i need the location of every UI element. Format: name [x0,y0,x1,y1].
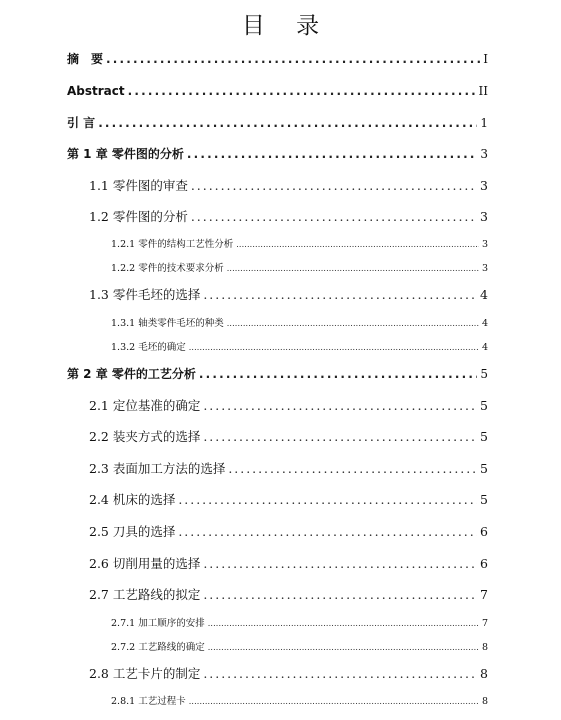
dot-leader [208,643,479,652]
toc-entry-section-1-3[interactable] [89,285,488,303]
toc-entry-label: 2.2 装夹方式的选择 [89,429,201,444]
toc-entry-section-2-7-1[interactable] [111,615,488,629]
dot-leader [178,492,477,507]
toc-entry-section-2-8[interactable] [89,664,488,682]
toc-entry-page: 3 [480,147,488,161]
dot-leader [199,367,477,381]
page-title: 目 录 [241,13,332,39]
dot-leader [227,264,479,273]
toc-entry-label: 2.7.1 加工顺序的安排 [111,618,205,629]
toc-entry-page: 8 [481,642,488,653]
toc-entry-section-2-7-2[interactable] [111,639,488,653]
toc-entry-section-2-4[interactable] [89,490,488,508]
toc-entry-page: 5 [480,461,488,476]
toc-entry-page: 3 [481,239,488,250]
toc-entry-label: 引 言 [67,116,96,130]
toc-entry-page: 3 [481,263,488,274]
toc-entry-label: 第 1 章 零件图的分析 [67,147,184,161]
dot-leader [98,116,477,130]
toc-entry-section-2-6[interactable] [89,554,488,572]
toc-entry-label: 1.3 零件毛坯的选择 [89,287,201,302]
toc-entry-introduction[interactable] [67,114,488,131]
toc-entry-page: 7 [481,618,488,629]
dot-leader [203,666,477,681]
dot-leader [203,587,477,602]
dot-leader [203,287,477,302]
toc-entry-section-1-2[interactable] [89,207,488,225]
toc-entry-label: 2.5 刀具的选择 [89,524,176,539]
toc-entry-page: I [483,52,488,66]
dot-leader [203,556,477,571]
toc-entry-label: 1.3.2 毛坯的确定 [111,342,186,353]
toc-entry-page: 6 [480,556,488,571]
toc-entry-label: 2.4 机床的选择 [89,492,176,507]
toc-entry-chapter-1[interactable] [67,145,488,162]
toc-entry-abstract-cn[interactable] [67,50,488,67]
dot-leader [203,429,477,444]
toc-entry-section-2-3[interactable] [89,459,488,477]
toc-entry-page: 5 [480,398,488,413]
toc-entry-chapter-2[interactable] [67,365,488,382]
dot-leader [236,240,479,249]
dot-leader [178,524,477,539]
toc-entry-section-2-8-1[interactable] [111,693,488,707]
toc-entry-page: 8 [480,666,488,681]
toc-entry-label: 1.3.1 轴类零件毛坯的种类 [111,318,224,329]
toc-entry-section-1-3-2[interactable] [111,339,488,353]
toc-entry-page: II [478,84,488,98]
toc-entry-label: 摘 要 [67,52,104,66]
toc-entry-page: 7 [480,587,488,602]
dot-leader [208,619,479,628]
dot-leader [106,52,480,66]
toc-entry-page: 3 [480,209,488,224]
toc-entry-section-1-2-1[interactable] [111,236,488,250]
toc-entry-page: 8 [481,696,488,707]
toc-entry-label: 2.7.2 工艺路线的确定 [111,642,205,653]
dot-leader [187,147,477,161]
dot-leader [191,178,477,193]
toc-entry-label: 2.8 工艺卡片的制定 [89,666,201,681]
toc-entry-section-1-3-1[interactable] [111,315,488,329]
toc-entry-page: 4 [480,287,488,302]
toc-entry-label: 1.2 零件图的分析 [89,209,188,224]
toc-entry-page: 6 [480,524,488,539]
toc-entry-abstract-en[interactable] [67,84,488,98]
toc-entry-section-1-2-2[interactable] [111,260,488,274]
toc-entry-page: 1 [480,116,488,130]
toc-entry-section-1-1[interactable] [89,176,488,194]
toc-entry-label: 2.8.1 工艺过程卡 [111,696,186,707]
toc-entry-label: 1.2.2 零件的技术要求分析 [111,263,224,274]
toc-entry-page: 5 [480,492,488,507]
toc-entry-label: 2.1 定位基准的确定 [89,398,201,413]
toc-entry-label: 第 2 章 零件的工艺分析 [67,367,196,381]
toc-entry-page: 4 [481,318,488,329]
toc-entry-section-2-2[interactable] [89,427,488,445]
dot-leader [189,697,479,706]
dot-leader [228,461,477,476]
toc-entry-section-2-5[interactable] [89,522,488,540]
dot-leader [189,343,479,352]
dot-leader [128,84,476,98]
dot-leader [227,319,479,328]
toc-entry-page: 4 [481,342,488,353]
toc-entry-section-2-1[interactable] [89,396,488,414]
toc-entry-page: 5 [480,429,488,444]
toc-entry-label: 2.6 切削用量的选择 [89,556,201,571]
toc-entry-section-2-7[interactable] [89,585,488,603]
toc-entry-label: 2.7 工艺路线的拟定 [89,587,201,602]
toc-entry-label: Abstract [67,84,125,98]
toc-entry-page: 5 [480,367,488,381]
toc-entry-label: 1.1 零件图的审查 [89,178,188,193]
toc-entry-label: 1.2.1 零件的结构工艺性分析 [111,239,234,250]
toc-entry-label: 2.3 表面加工方法的选择 [89,461,226,476]
dot-leader [191,209,477,224]
dot-leader [203,398,477,413]
toc-entry-page: 3 [480,178,488,193]
